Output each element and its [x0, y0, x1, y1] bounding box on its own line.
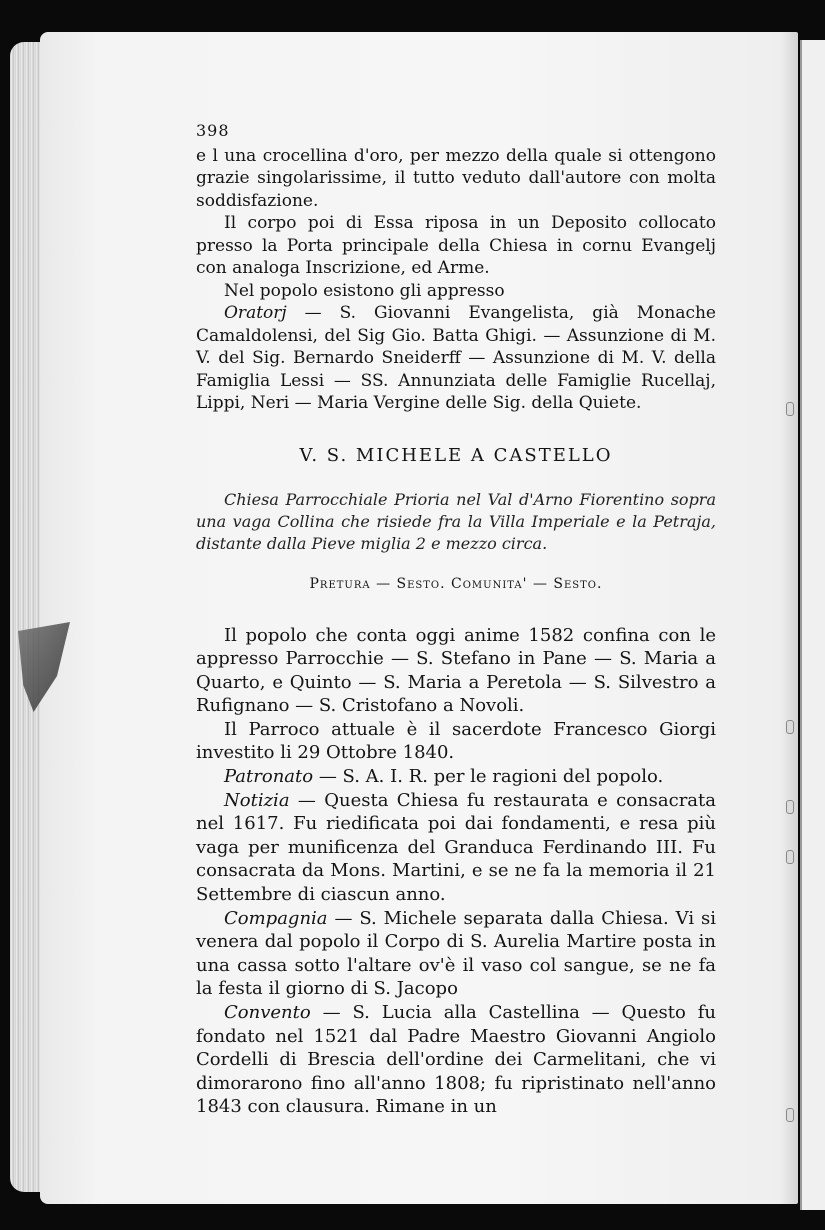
paragraph — [196, 624, 716, 718]
paragraph-lead: Notizia — [224, 789, 290, 811]
paragraph-text: — S. Michele separata dalla Chiesa. Vi si venera dal popolo il Corpo di S. Aurelia Martire posta in una cassa sotto l'altare ov'è il vaso col sangue, se ne fa la festa il giorno di S. Jacopo — [196, 907, 716, 1000]
section-subtitle: Chiesa Parrocchiale Prioria nel Val d'Arno Fiorentino sopra una vaga Collina che risiede fra la Villa Imperiale e la Petraja, distante dalla Pieve miglia 2 e mezzo circa. — [196, 490, 716, 553]
binding-stitch — [786, 800, 794, 814]
binding-stitch — [786, 850, 794, 864]
paragraph — [196, 789, 716, 907]
spine-shadow — [780, 32, 800, 1204]
pretura-line: Pretura — Sesto. Comunita' — Sesto. — [309, 576, 603, 592]
paragraph-text: — S. A. I. R. per le ragioni del popolo. — [313, 766, 664, 788]
paragraph-text: Il Parroco attuale è il sacerdote Francesco Giorgi investito li 29 Ottobre 1840. — [196, 718, 716, 764]
facing-page — [800, 40, 825, 1210]
paragraph-text: — Questa Chiesa fu restaurata e consacrata nel 1617. Fu riedificata poi dai fondamenti, e resa più vaga per munificenza del Granduca Ferdinando III. Fu consacrata da Mons. Martini, e se ne fa la memoria il 21 Settembre di ciascun anno. — [196, 789, 716, 906]
paragraph-lead: Convento — [224, 1002, 311, 1023]
paragraph — [196, 1001, 716, 1119]
page-number: 398 — [196, 121, 230, 140]
paragraph — [196, 212, 716, 280]
section-body — [196, 624, 716, 1119]
paragraph — [196, 280, 716, 303]
paragraph — [196, 907, 716, 1001]
binding-stitch — [786, 1108, 794, 1122]
binding-stitch — [786, 402, 794, 416]
paragraph — [196, 718, 716, 765]
section-title: V. S. MICHELE A CASTELLO — [299, 444, 613, 466]
paragraph-text: Il popolo che conta oggi anime 1582 confina con le appresso Parrocchie — S. Stefano in Pane — S. Maria a Quarto, e Quinto — S. Maria a Peretola — S. Silvestro a Rufignano — S. Cristofano a Novoli. — [196, 624, 716, 717]
paragraph-lead: Oratorj — [224, 303, 287, 323]
paragraph-text: e l una crocellina d'oro, per mezzo della quale si ottengono grazie singolarissime, il tutto veduto dall'autore con molta soddisfazione. — [196, 145, 716, 211]
paragraph-text: — S. Lucia alla Castellina — Questo fu fondato nel 1521 dal Padre Maestro Giovanni Angiolo Cordelli di Brescia dell'ordine dei Carmelitani, che vi dimorarono fino all'anno 1808; fu ripristinato nell'anno 1843 con clausura. Rimane in un — [196, 1002, 716, 1118]
paragraph — [196, 765, 716, 789]
paragraph-text: — S. Giovanni Evangelista, già Monache Camaldolensi, del Sig Gio. Batta Ghigi. — Assunzione di M. V. del Sig. Bernardo Sneiderff — Assunzione di M. V. della Famiglia Lessi — SS. Annunziata delle Famiglie Rucellaj, Lippi, Neri — Maria Vergine delle Sig. della Quiete. — [196, 303, 716, 413]
binding-stitch — [786, 720, 794, 734]
paragraph-lead: Compagnia — [224, 907, 328, 929]
paragraph-lead: Patronato — [224, 766, 314, 788]
paragraph-text: Il corpo poi di Essa riposa in un Deposito collocato presso la Porta principale della Chiesa in cornu Evangelj con analoga Inscrizione, ed Arme. — [196, 213, 716, 278]
page-text — [196, 120, 716, 1119]
paragraph — [196, 145, 716, 213]
paragraph — [196, 302, 716, 415]
paragraph-text: Nel popolo esistono gli appresso — [224, 280, 505, 301]
